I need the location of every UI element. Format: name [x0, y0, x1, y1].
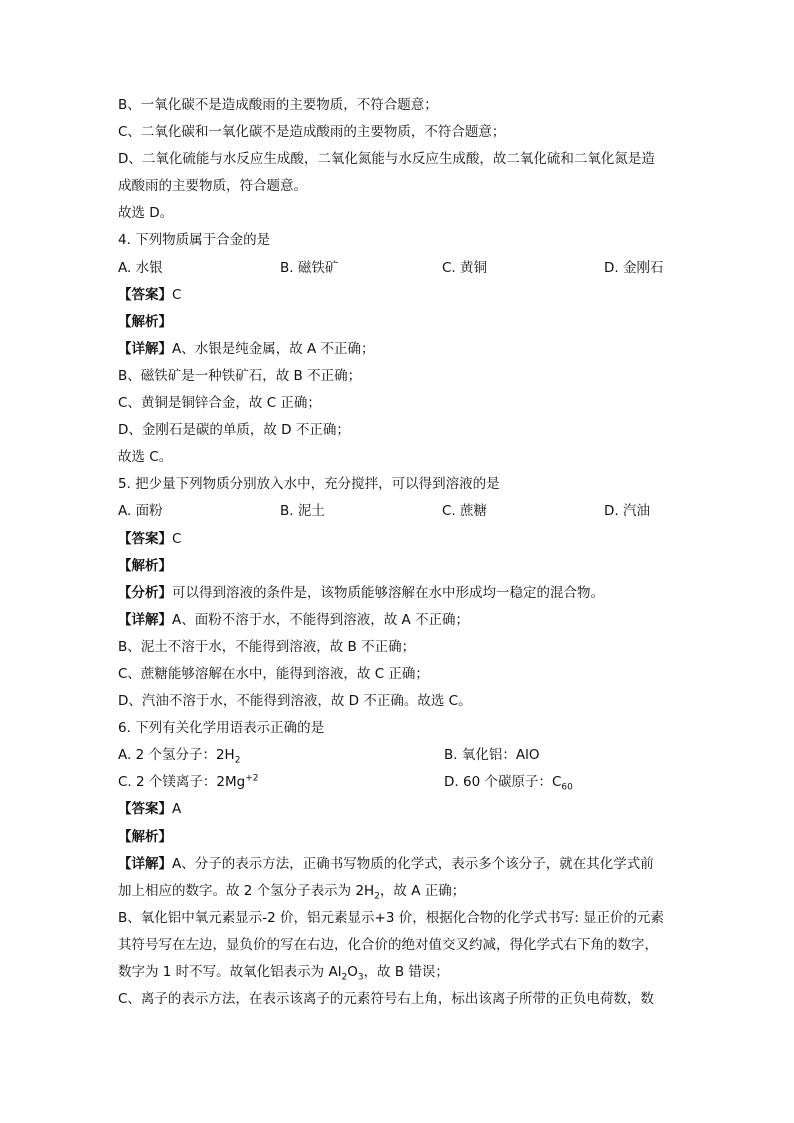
fenxi-line	[118, 580, 678, 607]
text-line: B、氧化铝中氧元素显示-2 价，铝元素显示+3 价，根据化合物的化学式书写: 显正价的元素	[118, 909, 665, 926]
option-c: C. 蔗糖	[442, 503, 488, 520]
conclusion-line: 故选 D。	[118, 205, 174, 222]
text-line: 其符号写在左边，显负价的写在右边，化合价的绝对值交叉约减，得化学式右下角的数字，	[118, 936, 658, 953]
text-span: ，故 B 错误；	[363, 964, 449, 980]
text-span: 数字为 1 时不写。故氧化铝表示为 Al	[118, 964, 342, 980]
question-6-stem: 6. 下列有关化学用语表示正确的是	[118, 720, 325, 737]
option-b: B. 泥土	[280, 503, 325, 520]
analysis-tag: 【解析】	[118, 557, 172, 574]
question-4-options	[118, 255, 678, 282]
option-b-text: B. 氧化铝：AlO	[444, 747, 540, 764]
analysis-tag-line	[118, 309, 678, 336]
detail-text: A、水银是纯金属，故 A 不正确；	[172, 340, 375, 357]
option-d-text: D. 60 个碳原子：C	[444, 774, 562, 791]
fenxi-text: 可以得到溶液的条件是，该物质能够溶解在水中形成均一稳定的混合物。	[172, 584, 604, 601]
option-c-superscript: +2	[245, 773, 259, 784]
text-line: C、离子的表示方法，在表示该离子的元素符号右上角，标出该离子所带的正负电荷数，数	[118, 991, 654, 1008]
answer-line	[118, 282, 678, 309]
detail-tag: 【详解】	[118, 855, 172, 872]
question-5-options	[118, 498, 678, 525]
analysis-tag: 【解析】	[118, 313, 172, 330]
subscript: 3	[357, 972, 364, 983]
option-a: A. 水银	[118, 259, 163, 276]
option-c-text: C. 2 个镁离子：2Mg	[118, 774, 246, 791]
text-line: C、黄铜是铜锌合金，故 C 正确；	[118, 395, 321, 412]
option-c	[118, 769, 444, 796]
option-c: C. 黄铜	[442, 259, 488, 276]
option-d-subscript: 60	[561, 783, 573, 794]
question-5-stem: 5. 把少量下列物质分别放入水中，充分搅拌，可以得到溶液的是	[118, 476, 500, 493]
text-span: 加上相应的数字。故 2 个氢分子表示为 2H	[118, 882, 375, 899]
text-line: B、磁铁矿是一种铁矿石，故 B 不正确；	[118, 367, 362, 384]
text-line: D、金刚石是碳的单质，故 D 不正确；	[118, 422, 350, 439]
answer-tag: 【答案】	[118, 530, 172, 547]
conclusion-line: 故选 C。	[118, 449, 173, 466]
text-span: O	[347, 964, 358, 980]
question-6-options-row-1	[118, 742, 678, 769]
detail-tag: 【详解】	[118, 340, 172, 357]
answer-tag: 【答案】	[118, 801, 172, 818]
document-page	[118, 92, 678, 1013]
option-b: B. 磁铁矿	[280, 259, 339, 276]
option-d: D. 金刚石	[604, 259, 664, 276]
detail-text: A、面粉不溶于水，不能得到溶液，故 A 不正确；	[172, 611, 470, 628]
fenxi-tag: 【分析】	[118, 584, 172, 601]
answer-line	[118, 526, 678, 553]
text-line: B、泥土不溶于水，不能得到溶液，故 B 不正确；	[118, 638, 416, 655]
option-a-subscript: 2	[234, 755, 241, 766]
text-line: C、蔗糖能够溶解在水中，能得到溶液，故 C 正确；	[118, 665, 429, 682]
option-b	[444, 742, 770, 769]
detail-line	[118, 851, 678, 878]
subscript: 2	[341, 972, 348, 983]
answer-line	[118, 796, 678, 823]
detail-line	[118, 607, 678, 634]
text-line: B、一氧化碳不是造成酸雨的主要物质，不符合题意；	[118, 97, 438, 113]
option-d	[444, 769, 770, 796]
answer-value: C	[172, 286, 182, 303]
text-line: 成酸雨的主要物质，符合题意。	[118, 178, 307, 195]
subscript: 2	[374, 891, 380, 902]
text-line	[118, 878, 678, 905]
answer-value: A	[172, 801, 182, 818]
detail-line	[118, 336, 678, 363]
text-line: C、二氧化碳和一氧化碳不是造成酸雨的主要物质，不符合题意；	[118, 124, 506, 141]
answer-value: C	[172, 530, 182, 547]
text-line: D、二氧化硫能与水反应生成酸，二氧化氮能与水反应生成酸，故二氧化硫和二氧化氮是造	[118, 151, 655, 168]
analysis-tag-line	[118, 553, 678, 580]
analysis-tag: 【解析】	[118, 828, 172, 845]
text-span: ，故 A 正确；	[379, 882, 466, 899]
option-a	[118, 742, 444, 769]
option-d: D. 汽油	[604, 503, 650, 520]
question-6-options-row-2	[118, 769, 678, 796]
text-line	[118, 959, 678, 986]
detail-tag: 【详解】	[118, 611, 172, 628]
option-a-text: A. 2 个氢分子：2H	[118, 747, 235, 764]
question-4-stem: 4. 下列物质属于合金的是	[118, 232, 271, 249]
answer-tag: 【答案】	[118, 286, 172, 303]
option-a: A. 面粉	[118, 503, 163, 520]
text-line: D、汽油不溶于水，不能得到溶液，故 D 不正确。故选 C。	[118, 693, 472, 710]
analysis-tag-line	[118, 824, 678, 851]
detail-text: A、分子的表示方法，正确书写物质的化学式，表示多个该分子，就在其化学式前	[172, 855, 654, 872]
